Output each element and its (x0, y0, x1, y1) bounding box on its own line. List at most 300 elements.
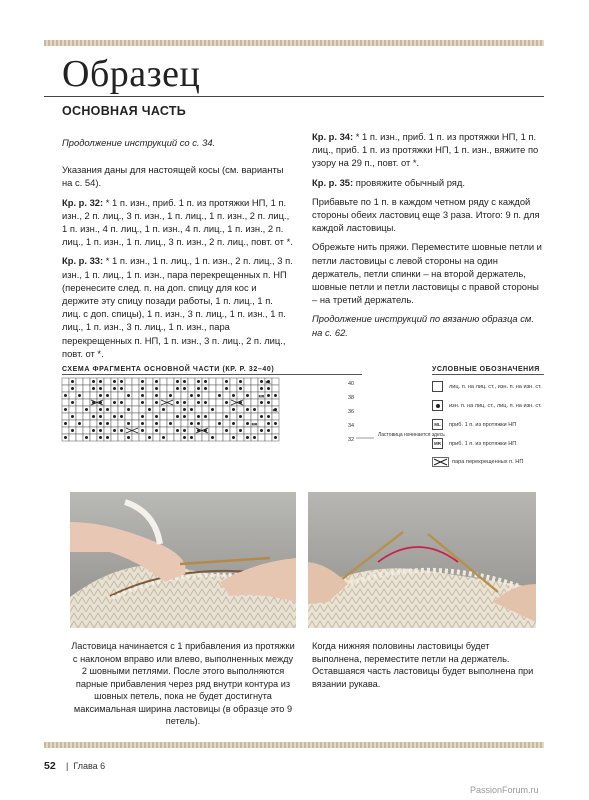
chart-cell (174, 434, 181, 441)
row-label-34: 34 (348, 423, 355, 429)
chart-purl-dot (120, 429, 123, 432)
chart-cell (251, 399, 258, 406)
chart-purl-dot (155, 429, 158, 432)
chart-cell (244, 385, 251, 392)
chart-title-rule (62, 374, 362, 375)
chart-cell (258, 420, 265, 427)
chart-cell (237, 420, 244, 427)
chart-purl-dot (64, 436, 67, 439)
chart-purl-dot (113, 387, 116, 390)
watermark: PassionForum.ru (470, 785, 539, 795)
chart-cell (216, 378, 223, 385)
chart-purl-dot (239, 387, 242, 390)
chart-purl-dot (267, 394, 270, 397)
chart-purl-dot (113, 380, 116, 383)
chart-cell (90, 392, 97, 399)
chart-purl-dot (155, 387, 158, 390)
chart-cell (209, 378, 216, 385)
chart-purl-dot (218, 422, 221, 425)
chart-cell (251, 392, 258, 399)
knitting-photo-1 (70, 492, 296, 628)
chart-purl-dot (162, 436, 165, 439)
chart-cell (188, 413, 195, 420)
chart-cell (188, 385, 195, 392)
holder-paragraph: Обрежьте нить пряжи. Переместите шовные петли и петли ластовицы с левой стороны на один держатель, петли спинки – на второй держатель, шовные петли и петли ластовицы с правой стороны – на третий держатель. (312, 241, 542, 306)
chart-cell (230, 385, 237, 392)
chart-cell (76, 378, 83, 385)
chart-cell (160, 427, 167, 434)
chart-purl-dot (127, 422, 130, 425)
chart-cell (146, 392, 153, 399)
chart-cell (111, 420, 118, 427)
chart-purl-dot (127, 408, 130, 411)
chart-cell (237, 434, 244, 441)
chart-cell (83, 399, 90, 406)
chart-cell (167, 427, 174, 434)
chart-purl-dot (239, 429, 242, 432)
top-decorative-bar (44, 40, 544, 46)
chart-purl-dot (183, 429, 186, 432)
chart-cell (195, 434, 202, 441)
chart-purl-dot (267, 429, 270, 432)
chart-purl-dot (106, 394, 109, 397)
chart-cell (251, 385, 258, 392)
chart-purl-dot (232, 436, 235, 439)
chart-purl-dot (246, 436, 249, 439)
legend-item-ml (432, 419, 516, 430)
chart-cell (188, 399, 195, 406)
photo-caption-right: Когда нижняя половины ластовицы будет выполнена, переместите петли на держатель. Оставшаяся часть ластовицы будет выполнена при вязании рукава. (312, 641, 534, 689)
chart-purl-dot (267, 387, 270, 390)
chart-purl-dot (71, 429, 74, 432)
chart-purl-dot (204, 401, 207, 404)
chart-purl-dot (183, 401, 186, 404)
legend-title: УСЛОВНЫЕ ОБОЗНАЧЕНИЯ (432, 366, 540, 373)
chart-cell (132, 392, 139, 399)
title-rule (44, 96, 544, 97)
chart-purl-dot (190, 422, 193, 425)
legend-title-rule (432, 374, 544, 375)
chart-cell (258, 434, 265, 441)
chart-purl-dot (71, 380, 74, 383)
legend-item-knit (432, 381, 542, 392)
chart-cell (174, 420, 181, 427)
chart-row-labels (348, 381, 354, 443)
chart-cell (118, 406, 125, 413)
chart-cell (132, 385, 139, 392)
chart-purl-dot (232, 408, 235, 411)
chart-purl-dot (225, 429, 228, 432)
legend-item-mr (432, 438, 516, 449)
chart-purl-dot (176, 380, 179, 383)
chart-cell (139, 434, 146, 441)
chart-cell (251, 427, 258, 434)
legend-item-text: пара перекрещенных п. НП (452, 459, 524, 465)
chart-cell (223, 406, 230, 413)
chart-cell (146, 385, 153, 392)
chart-cell (237, 392, 244, 399)
chart-cell (62, 427, 69, 434)
chart-increase-label: ML (265, 380, 271, 385)
chart-cell (216, 434, 223, 441)
chart-purl-dot (232, 422, 235, 425)
legend-ml-cell-icon: ML (432, 419, 443, 430)
chart-cell (69, 420, 76, 427)
legend-empty-cell-icon (432, 381, 443, 392)
chart-title: СХЕМА ФРАГМЕНТА ОСНОВНОЙ ЧАСТИ (КР. Р. 32–40) (62, 366, 275, 373)
chart-purl-dot (253, 436, 256, 439)
chart-cell (111, 434, 118, 441)
row-32-label: Кр. р. 32: (62, 196, 104, 208)
row-label-36: 36 (348, 409, 355, 415)
chart-purl-dot (120, 380, 123, 383)
legend-item-cross (432, 457, 523, 467)
chart-note-text: Ластовица начинается здесь (378, 432, 445, 438)
chart-purl-dot (239, 415, 242, 418)
row-34-label: Кр. р. 34: (312, 131, 354, 142)
chart-cell (216, 399, 223, 406)
chart-cell (272, 413, 279, 420)
chart-purl-dot (176, 415, 179, 418)
chart-purl-dot (113, 429, 116, 432)
chart-purl-dot (225, 401, 228, 404)
chart-purl-dot (260, 401, 263, 404)
chart-purl-dot (225, 380, 228, 383)
chart-cell (167, 413, 174, 420)
page-number: 52 (44, 760, 56, 772)
chart-cell (265, 406, 272, 413)
chart-cell (195, 406, 202, 413)
chart-purl-dot (113, 415, 116, 418)
chart-purl-dot (99, 380, 102, 383)
chart-purl-dot (148, 408, 151, 411)
legend-dot-cell-icon (432, 400, 443, 411)
chart-cell (76, 406, 83, 413)
chart-cell (146, 378, 153, 385)
chart-cell (167, 378, 174, 385)
chart-purl-dot (267, 401, 270, 404)
chart-cell (272, 378, 279, 385)
chart-purl-dot (218, 394, 221, 397)
chart-purl-dot (211, 408, 214, 411)
instructions-note: Указания даны для настоящей косы (см. варианты на с. 54). (62, 164, 284, 189)
chart-cell (104, 385, 111, 392)
chart-purl-dot (274, 422, 277, 425)
chart-purl-dot (141, 387, 144, 390)
chart-cell (132, 378, 139, 385)
chart-purl-dot (190, 394, 193, 397)
legend-item-text: приб. 1 п. из протяжки НП (449, 421, 517, 428)
chart-cell (244, 427, 251, 434)
chart-purl-dot (246, 408, 249, 411)
chart-purl-dot (197, 415, 200, 418)
legend-item-text: приб. 1 п. из протяжки НП (449, 440, 517, 447)
chart-cell (69, 406, 76, 413)
chart-purl-dot (64, 408, 67, 411)
increase-paragraph: Прибавьте по 1 п. в каждом четном ряду с каждой стороны обеих ластовиц еще 3 раза. Итого: 9 п. для каждой ластовицы. (312, 195, 540, 234)
chart-purl-dot (246, 422, 249, 425)
chart-cell (160, 385, 167, 392)
chart-cell (104, 413, 111, 420)
chart-cell (83, 385, 90, 392)
chart-cell (181, 392, 188, 399)
chart-cell (223, 434, 230, 441)
chart-cell (104, 427, 111, 434)
chart-cell (202, 420, 209, 427)
chart-purl-dot (274, 436, 277, 439)
chart-cell (111, 406, 118, 413)
photo-caption-left: Ластовица начинается с 1 прибавления из протяжки с наклоном вправо или влево, выполненных между 2 шовными петлями. После этого выполняются парные прибавления через ряд внутри контура из шовных петель, пока не будет достигнута максимальная ширина ластовицы (в образце это 9 петель). (71, 641, 295, 726)
chart-grid (62, 378, 279, 441)
chart-purl-dot (64, 394, 67, 397)
chart-purl-dot (267, 415, 270, 418)
chart-cell (209, 413, 216, 420)
chart-cell (111, 392, 118, 399)
chart-cell (146, 427, 153, 434)
chart-purl-dot (204, 415, 207, 418)
photo-gusset-start (70, 492, 296, 628)
chart-cell (188, 427, 195, 434)
chart-cell (76, 399, 83, 406)
chart-cell (83, 378, 90, 385)
chart-purl-dot (85, 408, 88, 411)
row-33-instruction (62, 254, 294, 360)
chart-cell (160, 378, 167, 385)
chart-purl-dot (141, 429, 144, 432)
chart-cell (272, 399, 279, 406)
legend-item-purl (432, 400, 542, 411)
photo-gusset-holder (308, 492, 536, 628)
chart-cell (62, 385, 69, 392)
chart-purl-dot (183, 408, 186, 411)
chart-cell (216, 413, 223, 420)
chart-cell (167, 406, 174, 413)
chart-cell (132, 413, 139, 420)
row-32-instruction (62, 196, 294, 249)
row-34-instruction (312, 130, 544, 170)
chart-cell (258, 406, 265, 413)
chart-cell (90, 420, 97, 427)
chart-purl-dot (120, 415, 123, 418)
chart-cell (146, 413, 153, 420)
chart-purl-dot (246, 394, 249, 397)
chart-cell (104, 378, 111, 385)
chart-purl-dot (197, 401, 200, 404)
chart-purl-dot (106, 436, 109, 439)
chart-cell (76, 434, 83, 441)
chart-purl-dot (71, 387, 74, 390)
chart-cell (118, 420, 125, 427)
chart-purl-dot (92, 415, 95, 418)
chart-cell (125, 413, 132, 420)
chart-purl-dot (260, 387, 263, 390)
chart-purl-dot (148, 436, 151, 439)
chart-purl-dot (141, 380, 144, 383)
chart-purl-dot (253, 408, 256, 411)
chart-cell (188, 378, 195, 385)
chart-purl-dot (260, 415, 263, 418)
chart-cell (202, 406, 209, 413)
chart-purl-dot (155, 401, 158, 404)
chart-cell (62, 413, 69, 420)
chart-cell (167, 434, 174, 441)
chart-cell (244, 378, 251, 385)
chart-cell (244, 399, 251, 406)
instructions-column-left (62, 136, 294, 366)
chart-cell (62, 399, 69, 406)
row-label-32: 32 (348, 437, 355, 443)
chart-purl-dot (127, 436, 130, 439)
chart-purl-dot (106, 422, 109, 425)
chart-purl-dot (204, 380, 207, 383)
chart-cell (139, 406, 146, 413)
row-35-label: Кр. р. 35: (312, 176, 354, 188)
chart-purl-dot (176, 429, 179, 432)
legend-item-text: лиц. п. на лиц. ст., изн. п. на изн. ст. (449, 383, 542, 390)
chapter-name: Глава 6 (73, 761, 106, 771)
chart-cell (216, 427, 223, 434)
chart-cell (146, 420, 153, 427)
bottom-decorative-bar (44, 742, 544, 748)
chart-cell (146, 399, 153, 406)
chart-cell (118, 392, 125, 399)
row-label-40: 40 (348, 381, 355, 387)
chart-purl-dot (78, 394, 81, 397)
chart-cell (244, 413, 251, 420)
chart-purl-dot (99, 394, 102, 397)
chart-cell (174, 392, 181, 399)
chart-purl-dot (190, 408, 193, 411)
chart-increase-label: ML (272, 408, 278, 413)
chart-cell (272, 385, 279, 392)
chart-cell (209, 427, 216, 434)
chart-cell (230, 413, 237, 420)
chart-cell (209, 420, 216, 427)
chart-cell (230, 378, 237, 385)
chart-cell (132, 399, 139, 406)
chart-cell (209, 399, 216, 406)
chart-purl-dot (169, 394, 172, 397)
row-35-instruction (312, 176, 544, 189)
chart-purl-dot (183, 415, 186, 418)
chart-purl-dot (183, 380, 186, 383)
chart-cell (209, 385, 216, 392)
chart-purl-dot (120, 401, 123, 404)
chart-purl-dot (141, 422, 144, 425)
chart-cell (160, 420, 167, 427)
chart-cell (181, 420, 188, 427)
chart-purl-dot (71, 401, 74, 404)
chart-cell (153, 406, 160, 413)
chart-purl-dot (155, 394, 158, 397)
chart-cell (216, 406, 223, 413)
chart-cell (90, 406, 97, 413)
chart-purl-dot (99, 415, 102, 418)
chart-cell (167, 385, 174, 392)
chart-cell (62, 378, 69, 385)
chart-cell (153, 434, 160, 441)
chart-purl-dot (225, 387, 228, 390)
chart-purl-dot (155, 415, 158, 418)
chart-purl-dot (92, 387, 95, 390)
chart-purl-dot (169, 422, 172, 425)
chart-purl-dot (197, 394, 200, 397)
chart-cell (83, 413, 90, 420)
chart-purl-dot (204, 387, 207, 390)
chart-cell (272, 427, 279, 434)
chart-cell (76, 385, 83, 392)
legend-cross-cell-icon (432, 457, 450, 467)
chart-cell (132, 420, 139, 427)
chart-cell (223, 392, 230, 399)
chart-cell (202, 392, 209, 399)
chart-increase-label: MR (251, 422, 258, 427)
chart-cell (69, 434, 76, 441)
chart-cell (132, 434, 139, 441)
chart-cell (160, 413, 167, 420)
chart-purl-dot (162, 408, 165, 411)
chart-purl-dot (260, 429, 263, 432)
chart-purl-dot (92, 380, 95, 383)
chart-cell (251, 378, 258, 385)
row-label-38: 38 (348, 395, 355, 401)
chart-purl-dot (92, 429, 95, 432)
chart-cell (237, 406, 244, 413)
legend-mr-cell-icon: MR (432, 438, 443, 449)
chart-purl-dot (120, 387, 123, 390)
chart-purl-dot (99, 429, 102, 432)
chart-purl-dot (274, 394, 277, 397)
chart-purl-dot (239, 380, 242, 383)
chart-purl-dot (176, 401, 179, 404)
legend-item-text: изн. п. на лиц. ст., лиц. п. на изн. ст. (449, 402, 542, 409)
chart-purl-dot (141, 401, 144, 404)
chart-cell (83, 427, 90, 434)
chart-increase-label: MR (258, 394, 265, 399)
chart-purl-dot (197, 387, 200, 390)
chart-purl-dot (64, 422, 67, 425)
chart-purl-dot (99, 422, 102, 425)
chart-cell (223, 420, 230, 427)
section-heading: ОСНОВНАЯ ЧАСТЬ (62, 104, 187, 118)
chart-purl-dot (225, 415, 228, 418)
chart-cell (125, 399, 132, 406)
chart-purl-dot (99, 387, 102, 390)
chart-cell (125, 378, 132, 385)
chart-purl-dot (232, 394, 235, 397)
chart-cell (69, 392, 76, 399)
chapter-label: | Глава 6 (66, 761, 106, 771)
page-title: Образец (62, 53, 201, 95)
chart-cell (160, 392, 167, 399)
chart-cell (209, 392, 216, 399)
chart-purl-dot (106, 408, 109, 411)
chart-purl-dot (141, 394, 144, 397)
chart-purl-dot (113, 401, 116, 404)
row-34-text: * 1 п. изн., приб. 1 п. из протяжки НП, 1 п. лиц., приб. 1 п. из протяжки НП, 1 п. изн., вяжите по узору на 29 п., повт. от *. (312, 131, 539, 169)
row-33-text: * 1 п. изн., 1 п. лиц., 1 п. изн., 2 п. лиц., 3 п. изн., 1 п. лиц., 1 п. изн., пара перекрещенных п. НП (перенесите след. п. на доп. спицу для кос и держите эту спицу позади работы, 1 п. лиц., 1 п. лиц. с доп. спицы), 1 п. изн., 3 п. лиц., 1 п. изн., 1 п. лиц., 1 п. изн., 3 п. лиц., 1 п. изн., пара перекрещенных п. НП, 1 п. изн., 3 п. лиц., 2 п. лиц., повт. от *. (62, 255, 293, 359)
chart-purl-dot (141, 415, 144, 418)
chart-purl-dot (99, 436, 102, 439)
chart-cell (251, 413, 258, 420)
chart-cell (265, 434, 272, 441)
chart-cell (174, 406, 181, 413)
chart-purl-dot (197, 422, 200, 425)
chart-purl-dot (85, 436, 88, 439)
chart-cell (125, 385, 132, 392)
chart-purl-dot (155, 422, 158, 425)
chart-cell (76, 427, 83, 434)
